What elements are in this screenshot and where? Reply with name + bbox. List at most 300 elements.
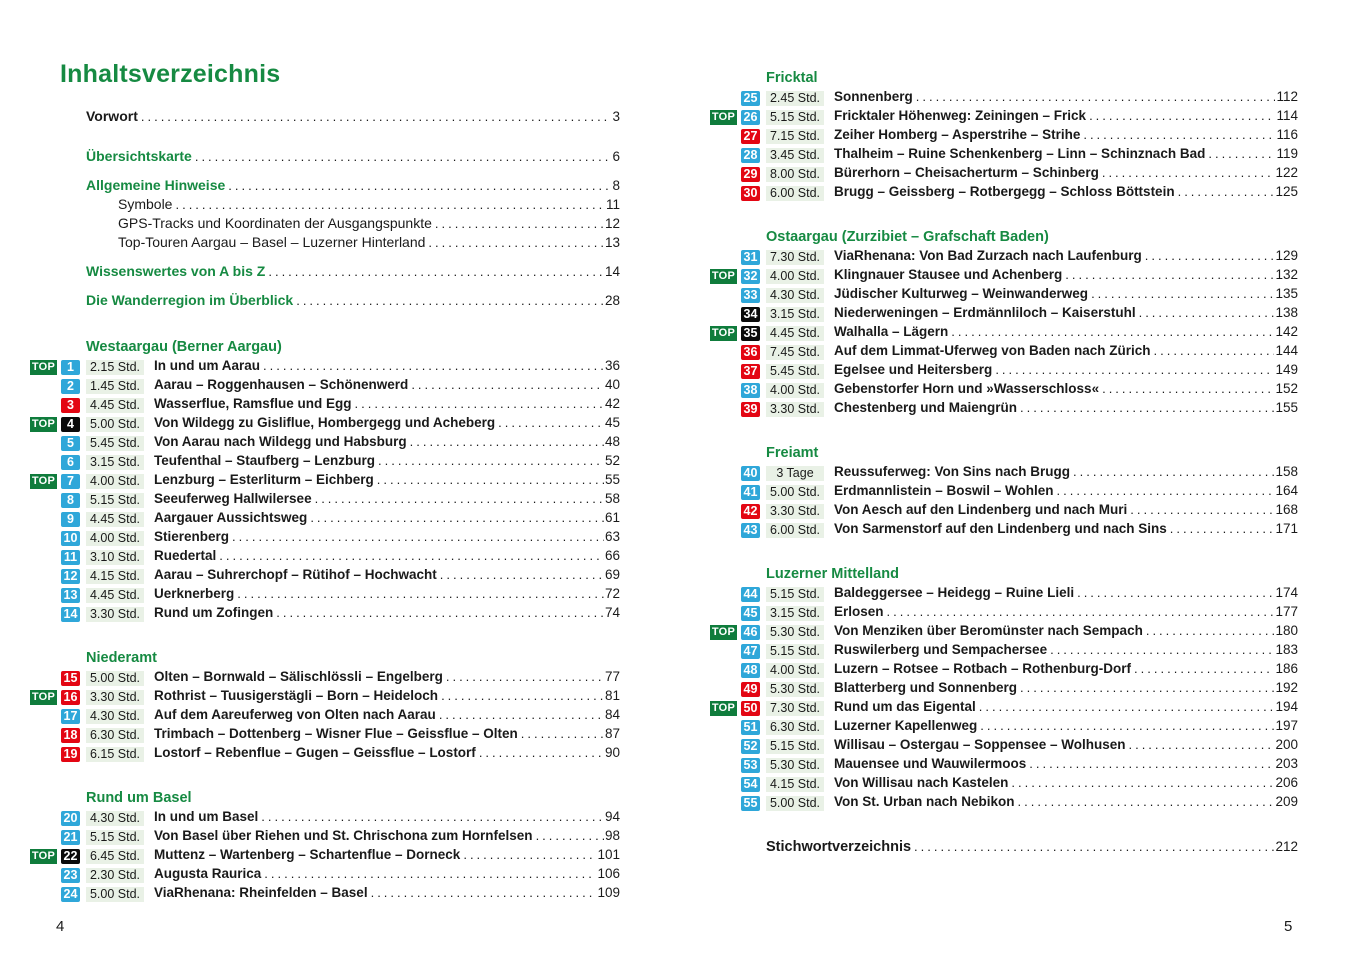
tour-title: Stierenberg [154, 529, 230, 544]
tour-page-number: 72 [604, 586, 620, 601]
dotted-leader [276, 605, 604, 620]
tour-title: Von Wildegg zu Gisliflue, Hombergegg und Acheberg [154, 415, 496, 430]
tour-row [710, 718, 1298, 737]
tour-number-badge: 25 [741, 91, 760, 106]
tour-title: Uerknerberg [154, 586, 235, 601]
tour-number-badge: 45 [741, 606, 760, 621]
tour-page-number: 106 [597, 866, 620, 881]
tour-page-number: 45 [604, 415, 620, 430]
tour-number-badge: 48 [741, 663, 760, 678]
tour-duration: 5.15 Std. [766, 644, 824, 659]
dotted-leader [979, 699, 1275, 714]
tour-duration: 5.45 Std. [766, 364, 824, 379]
section-tour-list [710, 464, 1298, 540]
tour-row [710, 483, 1298, 502]
tour-title: In und um Basel [154, 809, 259, 824]
tour-row [30, 586, 620, 605]
tour-duration: 6.30 Std. [766, 720, 824, 735]
tour-title: Aargauer Aussichtsweg [154, 510, 308, 525]
tour-row [30, 510, 620, 529]
dotted-leader [1011, 775, 1274, 790]
dotted-leader [1139, 305, 1275, 320]
tour-duration: 4.00 Std. [766, 383, 824, 398]
tour-title: Willisau – Ostergau – Soppensee – Wolhusen [834, 737, 1126, 752]
tour-page-number: 132 [1275, 267, 1298, 282]
tour-page-number: 74 [604, 605, 620, 620]
dotted-leader [521, 726, 604, 741]
front-matter-page-number: 12 [604, 216, 620, 231]
tour-page-number: 138 [1275, 305, 1298, 320]
tour-number-badge: 13 [61, 588, 80, 603]
tour-title: Von Menziken über Beromünster nach Sempach [834, 623, 1143, 638]
front-matter-label: Die Wanderregion im Überblick [86, 292, 294, 308]
tour-duration: 3.30 Std. [86, 607, 144, 622]
toc-section [30, 790, 620, 904]
dotted-leader [1102, 381, 1274, 396]
front-matter-page-number: 28 [604, 293, 620, 308]
tour-title: Jüdischer Kulturweg – Weinwanderweg [834, 286, 1089, 301]
section-heading: Rund um Basel [86, 790, 192, 806]
tour-row [710, 267, 1298, 286]
top-badge: TOP [31, 691, 56, 703]
tour-row [30, 669, 620, 688]
tour-title: Von Sarmenstorf auf den Lindenberg und nach Sins [834, 521, 1167, 536]
tour-page-number: 203 [1275, 756, 1298, 771]
tour-title: Von Basel über Riehen und St. Chrischona zum Hornfelsen [154, 828, 533, 843]
dotted-leader [1089, 108, 1275, 123]
tour-duration: 2.45 Std. [766, 91, 824, 106]
front-matter-group [30, 148, 620, 167]
dotted-leader [536, 828, 604, 843]
tour-duration: 4.15 Std. [766, 777, 824, 792]
tour-page-number: 66 [604, 548, 620, 563]
tour-number-badge: 12 [61, 569, 80, 584]
tour-number-badge: 24 [61, 887, 80, 902]
dotted-leader [1029, 756, 1274, 771]
tour-number-badge: 30 [741, 186, 760, 201]
tour-row [30, 885, 620, 904]
front-matter-page-number: 8 [612, 178, 620, 193]
tour-title: Erlosen [834, 604, 884, 619]
tour-number-badge: 43 [741, 523, 760, 538]
tour-number-badge: 44 [741, 587, 760, 602]
tour-page-number: 58 [604, 491, 620, 506]
tour-duration: 5.30 Std. [766, 682, 824, 697]
tour-title: Mauensee und Wauwilermoos [834, 756, 1027, 771]
tour-row [710, 585, 1298, 604]
dotted-leader [268, 264, 604, 279]
tour-number-badge: 52 [741, 739, 760, 754]
dotted-leader [446, 669, 604, 684]
dotted-leader [1091, 286, 1274, 301]
tour-page-number: 192 [1275, 680, 1298, 695]
tour-number-badge: 6 [61, 455, 80, 470]
tour-row [710, 661, 1298, 680]
tour-number-badge: 54 [741, 777, 760, 792]
tour-title: Niederweningen – Erdmännliloch – Kaiserstuhl [834, 305, 1136, 320]
dotted-leader [1102, 165, 1275, 180]
tour-title: Blatterberg und Sonnenberg [834, 680, 1018, 695]
right-folio-page-number: 5 [1284, 918, 1293, 935]
tour-duration: 3.30 Std. [86, 690, 144, 705]
dotted-leader [980, 718, 1274, 733]
dotted-leader [439, 707, 604, 722]
tour-row [710, 286, 1298, 305]
dotted-leader [1154, 343, 1275, 358]
tour-number-badge: 18 [61, 728, 80, 743]
tour-number-badge: 32 [741, 269, 760, 284]
tour-row [30, 377, 620, 396]
tour-duration: 8.00 Std. [766, 167, 824, 182]
tour-number-badge: 16 [61, 690, 80, 705]
tour-page-number: 116 [1276, 127, 1298, 142]
dotted-leader [463, 847, 596, 862]
front-matter-group [30, 263, 620, 282]
top-badge: TOP [711, 626, 736, 638]
front-matter-row [86, 292, 620, 311]
dotted-leader [232, 529, 604, 544]
tour-page-number: 48 [604, 434, 620, 449]
toc-section [30, 650, 620, 764]
tour-duration: 4.30 Std. [86, 709, 144, 724]
tour-title: Egelsee und Heitersberg [834, 362, 993, 377]
front-matter-page-number: 3 [612, 109, 620, 124]
front-matter-row [118, 234, 620, 253]
tour-duration: 6.15 Std. [86, 747, 144, 762]
tour-number-badge: 21 [61, 830, 80, 845]
tour-page-number: 197 [1275, 718, 1298, 733]
tour-number-badge: 1 [61, 360, 80, 375]
front-matter-row [118, 196, 620, 215]
front-matter-row [86, 148, 620, 167]
tour-title: Trimbach – Dottenberg – Wisner Flue – Geissflue – Olten [154, 726, 518, 741]
front-matter-label: Allgemeine Hinweise [86, 177, 226, 193]
tour-page-number: 129 [1275, 248, 1298, 263]
tour-page-number: 69 [604, 567, 620, 582]
tour-number-badge: 29 [741, 167, 760, 182]
tour-row [710, 756, 1298, 775]
tour-row [710, 642, 1298, 661]
tour-number-badge: 17 [61, 709, 80, 724]
front-matter-label: Vorwort [86, 108, 138, 124]
dotted-leader [1128, 737, 1274, 752]
section-tour-list [710, 89, 1298, 203]
dotted-leader [1057, 483, 1275, 498]
tour-row [30, 809, 620, 828]
dotted-leader [378, 453, 604, 468]
dotted-leader [995, 362, 1274, 377]
dotted-leader [916, 89, 1276, 104]
tour-page-number: 155 [1275, 400, 1298, 415]
toc-section [710, 70, 1298, 203]
dotted-leader [237, 586, 604, 601]
tour-number-badge: 53 [741, 758, 760, 773]
tour-page-number: 112 [1276, 89, 1298, 104]
top-badge: TOP [711, 327, 736, 339]
tour-title: Bürerhorn – Cheisacherturm – Schinberg [834, 165, 1099, 180]
tour-page-number: 158 [1275, 464, 1298, 479]
dotted-leader [1020, 400, 1274, 415]
dotted-leader [410, 434, 604, 449]
tour-title: Sonnenberg [834, 89, 913, 104]
tour-duration: 4.00 Std. [766, 269, 824, 284]
right-section-list [710, 70, 1298, 813]
tour-page-number: 125 [1275, 184, 1298, 199]
front-matter-list [30, 108, 620, 311]
tour-row [710, 362, 1298, 381]
tour-row [30, 453, 620, 472]
tour-number-badge: 51 [741, 720, 760, 735]
tour-row [30, 396, 620, 415]
dotted-leader [1145, 248, 1275, 263]
tour-title: Zeiher Homberg – Asperstrihe – Strihe [834, 127, 1081, 142]
tour-number-badge: 36 [741, 345, 760, 360]
tour-page-number: 152 [1275, 381, 1298, 396]
tour-title: Klingnauer Stausee und Achenberg [834, 267, 1063, 282]
tour-duration: 3.10 Std. [86, 550, 144, 565]
dotted-leader [355, 396, 604, 411]
section-tour-list [710, 585, 1298, 813]
tour-number-badge: 10 [61, 531, 80, 546]
tour-duration: 6.00 Std. [766, 186, 824, 201]
dotted-leader [261, 809, 604, 824]
tour-number-badge: 46 [741, 625, 760, 640]
tour-title: Ruswilerberg und Sempachersee [834, 642, 1048, 657]
front-matter-group [30, 108, 620, 127]
tour-duration: 5.45 Std. [86, 436, 144, 451]
tour-page-number: 87 [604, 726, 620, 741]
tour-title: Seeuferweg Hallwilersee [154, 491, 312, 506]
tour-number-badge: 4 [61, 417, 80, 432]
tour-page-number: 206 [1275, 775, 1298, 790]
dotted-leader [479, 745, 604, 760]
tour-duration: 4.00 Std. [766, 663, 824, 678]
tour-title: Erdmannlistein – Boswil – Wohlen [834, 483, 1054, 498]
tour-row [710, 343, 1298, 362]
tour-number-badge: 26 [741, 110, 760, 125]
dotted-leader [310, 510, 604, 525]
section-tour-list [30, 809, 620, 904]
tour-duration: 6.45 Std. [86, 849, 144, 864]
tour-duration: 5.00 Std. [766, 796, 824, 811]
dotted-leader [1077, 585, 1274, 600]
tour-number-badge: 34 [741, 307, 760, 322]
tour-duration: 7.30 Std. [766, 250, 824, 265]
tour-page-number: 174 [1275, 585, 1298, 600]
tour-title: Chestenberg und Maiengrün [834, 400, 1018, 415]
top-badge: TOP [711, 270, 736, 282]
tour-duration: 5.30 Std. [766, 625, 824, 640]
tour-page-number: 142 [1275, 324, 1298, 339]
tour-number-badge: 47 [741, 644, 760, 659]
tour-page-number: 119 [1276, 146, 1298, 161]
tour-number-badge: 15 [61, 671, 80, 686]
tour-title: Lostorf – Rebenflue – Gugen – Geissflue – Lostorf [154, 745, 476, 760]
tour-row [710, 146, 1298, 165]
tour-row [30, 688, 620, 707]
tour-title: ViaRhenana: Von Bad Zurzach nach Laufenburg [834, 248, 1142, 263]
dotted-leader [195, 149, 612, 164]
tour-number-badge: 11 [61, 550, 80, 565]
tour-title: ViaRhenana: Rheinfelden – Basel [154, 885, 368, 900]
dotted-leader [377, 472, 604, 487]
tour-title: In und um Aarau [154, 358, 261, 373]
dotted-leader [1208, 146, 1275, 161]
tour-row [30, 847, 620, 866]
tour-page-number: 94 [604, 809, 620, 824]
front-matter-group [30, 177, 620, 253]
front-matter-row [86, 263, 620, 282]
index-entry-label: Stichwortverzeichnis [766, 839, 912, 855]
tour-title: Teufenthal – Staufberg – Lenzburg [154, 453, 376, 468]
index-entry-row [766, 839, 1298, 858]
front-matter-label: Wissenswertes von A bis Z [86, 263, 266, 279]
tour-duration: 5.00 Std. [766, 485, 824, 500]
tour-row [710, 184, 1298, 203]
tour-duration: 5.15 Std. [766, 587, 824, 602]
dotted-leader [296, 293, 604, 308]
tour-page-number: 63 [604, 529, 620, 544]
top-badge: TOP [31, 418, 56, 430]
tour-row [710, 305, 1298, 324]
tour-title: Aarau – Roggenhausen – Schönenwerd [154, 377, 409, 392]
tour-duration: 5.15 Std. [86, 830, 144, 845]
tour-title: Reussuferweg: Von Sins nach Brugg [834, 464, 1071, 479]
tour-page-number: 183 [1275, 642, 1298, 657]
tour-duration: 7.45 Std. [766, 345, 824, 360]
tour-page-number: 109 [597, 885, 620, 900]
front-matter-row [86, 108, 620, 127]
left-folio-page-number: 4 [56, 918, 65, 935]
tour-duration: 3.15 Std. [766, 307, 824, 322]
tour-title: Ruedertal [154, 548, 217, 563]
tour-number-badge: 27 [741, 129, 760, 144]
section-heading: Ostaargau (Zurzibiet – Grafschaft Baden) [766, 229, 1049, 245]
tour-row [710, 623, 1298, 642]
tour-page-number: 55 [604, 472, 620, 487]
tour-number-badge: 2 [61, 379, 80, 394]
top-badge: TOP [31, 361, 56, 373]
tour-row [710, 165, 1298, 184]
tour-row [30, 828, 620, 847]
tour-duration: 6.30 Std. [86, 728, 144, 743]
tour-row [710, 108, 1298, 127]
dotted-leader [1050, 642, 1274, 657]
page-title: Inhaltsverzeichnis [60, 60, 281, 88]
tour-title: Von Aarau nach Wildegg und Habsburg [154, 434, 407, 449]
tour-row [710, 794, 1298, 813]
front-matter-group [30, 292, 620, 311]
tour-duration: 3.30 Std. [766, 504, 824, 519]
tour-row [30, 358, 620, 377]
tour-title: Augusta Raurica [154, 866, 262, 881]
dotted-leader [371, 885, 597, 900]
tour-title: Luzern – Rotsee – Rotbach – Rothenburg-Dorf [834, 661, 1132, 676]
tour-duration: 7.15 Std. [766, 129, 824, 144]
tour-duration: 4.15 Std. [86, 569, 144, 584]
tour-title: Rothrist – Tuusigerstägli – Born – Heideloch [154, 688, 439, 703]
tour-number-badge: 38 [741, 383, 760, 398]
top-badge: TOP [31, 475, 56, 487]
tour-number-badge: 35 [741, 326, 760, 341]
tour-duration: 3.30 Std. [766, 402, 824, 417]
tour-number-badge: 8 [61, 493, 80, 508]
tour-page-number: 52 [604, 453, 620, 468]
tour-duration: 4.00 Std. [86, 474, 144, 489]
section-heading: Fricktal [766, 70, 818, 86]
tour-duration: 3.45 Std. [766, 148, 824, 163]
tour-duration: 4.45 Std. [86, 398, 144, 413]
left-section-list [30, 339, 620, 904]
front-matter-page-number: 11 [605, 197, 620, 212]
dotted-leader [1065, 267, 1274, 282]
tour-title: Auf dem Aareuferweg von Olten nach Aarau [154, 707, 436, 722]
tour-row [710, 381, 1298, 400]
tour-duration: 5.00 Std. [86, 671, 144, 686]
tour-duration: 5.30 Std. [766, 758, 824, 773]
tour-number-badge: 5 [61, 436, 80, 451]
tour-page-number: 200 [1275, 737, 1298, 752]
tour-title: Olten – Bornwald – Sälischlössli – Engelberg [154, 669, 443, 684]
tour-duration: 2.15 Std. [86, 360, 144, 375]
tour-number-badge: 28 [741, 148, 760, 163]
tour-number-badge: 20 [61, 811, 80, 826]
tour-number-badge: 14 [61, 607, 80, 622]
tour-title: Baldeggersee – Heidegg – Ruine Lieli [834, 585, 1075, 600]
section-heading: Luzerner Mittelland [766, 566, 899, 582]
dotted-leader [411, 377, 604, 392]
tour-page-number: 84 [604, 707, 620, 722]
dotted-leader [440, 567, 604, 582]
section-heading: Niederamt [86, 650, 157, 666]
front-matter-page-number: 6 [612, 149, 620, 164]
tour-page-number: 36 [604, 358, 620, 373]
tour-page-number: 81 [604, 688, 620, 703]
dotted-leader [315, 491, 604, 506]
dotted-leader [228, 178, 611, 193]
tour-page-number: 149 [1275, 362, 1298, 377]
dotted-leader [1020, 680, 1274, 695]
tour-title: Von Willisau nach Kastelen [834, 775, 1009, 790]
tour-duration: 4.30 Std. [766, 288, 824, 303]
tour-row [710, 248, 1298, 267]
right-page-column [710, 50, 1298, 858]
dotted-leader [1178, 184, 1275, 199]
tour-duration: 4.45 Std. [766, 326, 824, 341]
tour-row [30, 491, 620, 510]
tour-duration: 7.30 Std. [766, 701, 824, 716]
tour-title: Brugg – Geissberg – Rotbergegg – Schloss Böttstein [834, 184, 1175, 199]
tour-duration: 3.15 Std. [86, 455, 144, 470]
front-matter-page-number: 13 [604, 235, 620, 250]
tour-row [710, 127, 1298, 146]
dotted-leader [498, 415, 604, 430]
tour-page-number: 194 [1275, 699, 1298, 714]
tour-row [30, 866, 620, 885]
front-matter-row [118, 215, 620, 234]
tour-row [30, 726, 620, 745]
tour-title: Thalheim – Ruine Schenkenberg – Linn – Schinznach Bad [834, 146, 1206, 161]
tour-row [30, 434, 620, 453]
tour-row [30, 548, 620, 567]
dotted-leader [435, 216, 604, 231]
section-tour-list [710, 248, 1298, 419]
tour-title: Aarau – Suhrerchopf – Rütihof – Hochwacht [154, 567, 437, 582]
tour-row [710, 737, 1298, 756]
toc-section [30, 339, 620, 624]
tour-page-number: 171 [1275, 521, 1298, 536]
tour-row [30, 472, 620, 491]
